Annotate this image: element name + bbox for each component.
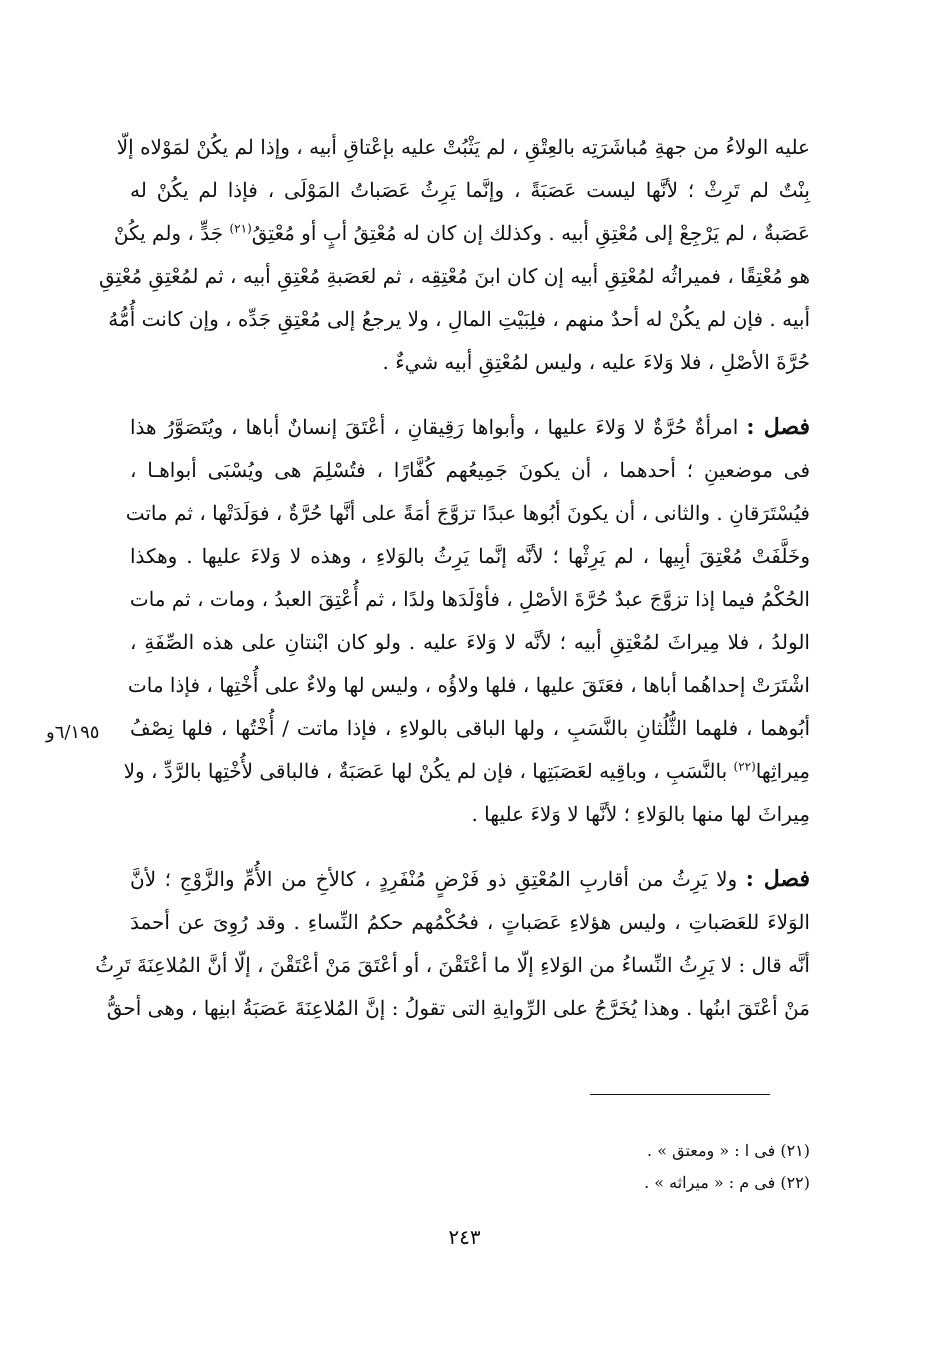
text-segment: عَصَبةٌ ، لم يَرْجِعْ إلى مُعْتِقِ أبيه . وكذلك إن كان له مُعْتِقُ أبٍ أو مُعْتِقُ [251,221,810,245]
text-line: الحُكْمُ فيما إذا تزوَّجَ عبدٌ حُرَّةَ الأصْلِ ، فأوْلَدَها ولدًا ، ثم أُعْتِقَ العبدُ ، ومات ، ثم مات [129,587,810,611]
text-line: أبُوهما ، فلهما الثُّلُثانِ بالنَّسَبِ ، ولها الباقى بالولاءِ ، فإذا ماتت / أُخْتُها ، فلها نِصْفُ [130,716,810,740]
text-segment: بالنَّسَبِ ، وباقِيه لعَصَبَتِها ، فإن لم يكُنْ لها عَصَبَةٌ ، فالباقى لأُخْتِها بالرَّدِّ ، ولا [123,759,734,783]
text-line: مِيراثَ لها منها بالوَلاءِ ؛ لأنَّها لا وَلاءَ عليها . [471,802,810,826]
footnotes [480,1135,810,1199]
text-line [123,750,810,793]
footnote-divider [590,1094,770,1095]
text-line [113,212,810,255]
text-line: وخَلَّفَتْ مُعْتِقَ أبِيها ، لم يَرِثْها ؛ لأنَّه إنَّما يَرِثُ بالوَلاءِ ، وهذه لا وَلاءَ عليها . وهكذا [130,544,810,568]
text-line: الولدُ ، فلا مِيراثَ لمُعْتِقِ أبيه ؛ لأنَّه لا وَلاءَ عليه . ولو كان ابْنتانِ على هذه الصِّفَةِ ، [130,630,810,654]
text-line: اشْتَرَتْ إحداهُما أباها ، فعَتَقَ عليها ، فلها ولاؤُه ، وليس لها ولاءٌ على أُخْتِها ، فإذا مات [127,673,810,697]
text-line: فيُسْتَرَقانِ . والثانى ، أن يكونَ أبُوها عبدًا تزوَّجَ أمَةً على أنَّها حُرَّةٌ ، فوَلَدَتْها ، ثم ماتت [125,501,810,525]
text-segment: امرأةٌ حُرَّةٌ لا وَلاءَ عليها ، وأبواها رَقِيقانِ ، أعْتَقَ إنسانٌ أباها ، ويُتَصَوَّرُ هذا [130,415,739,439]
section-lead: فصل : [745,866,811,892]
text-segment: مِيراثِها [755,759,810,783]
footnote-ref-21[interactable]: (٢١) [229,221,252,236]
paragraph-1 [98,126,810,384]
text-line: أنَّه قال : لا يَرِثُ النِّساءُ من الوَلاءِ إلّا ما أعْتَقْنَ ، أو أعْتَقَ مَنْ أعْتَقْنَ ، إلّا أنَّ المُلاعِنَةَ تَرِثُ [95,953,810,977]
text-segment: ولا يَرِثُ من أقاربِ المُعْتِقِ ذو فَرْضٍ مُنْفَرِدٍ ، كالأخِ من الأُمِّ والزَّوْجِ ؛ لأنَّ [130,867,738,891]
text-line: الوَلاءَ للعَصَباتِ ، وليس هؤلاءِ عَصَباتٍ ، فحُكْمُهم حكمُ النِّساءِ . وقد رُوِىَ عن أحمدَ [130,910,810,934]
margin-folio-note: ٦/١٩٥و [46,722,100,743]
text-line: مَنْ أعْتَقَ ابنُها . وهذا يُخَرَّجُ على الرِّوايةِ التى تقولُ : إنَّ المُلاعِنَةَ عَصَبَةُ ابنِها ، وهى أحقُّ [106,996,810,1020]
footnote-21: (٢١) فى ا : « ومعتق » . [647,1141,810,1160]
text-line: هو مُعْتِقًا ، فميراثُه لمُعْتِقِ أبيه إن كان ابنَ مُعْتِقِه ، ثم لعَصَبةِ مُعْتِقِ أبيه ، ثم لمُعْتِقِ مُعْتِقِ [98,264,810,288]
text-line: عليه الولاءُ من جهةِ مُباشَرَتِه بالعِتْقِ ، لم يَثْبُتْ عليه بإعْتاقِ أبيه ، وإذا لم يكُنْ لمَوْلاه إلّا [116,135,810,159]
text-line: بِنْتٌ لم تَرِثْ ؛ لأنَّها ليست عَصَبَةً ، وإنَّما يَرِثُ عَصَباتُ المَوْلَى ، فإذا لم يكُنْ له [130,178,810,202]
text-line: حُرَّةَ الأصْلِ ، فلا وَلاءَ عليه ، وليس لمُعْتِقِ أبيه شيءٌ . [382,350,810,374]
text-line: أبيه . فإن لم يكُنْ له أحدٌ منهم ، فلِبَيْتِ المالِ ، ولا يرجعُ إلى مُعْتِقِ جَدِّه ، وإن كانت أُمُّهُ [108,307,810,331]
section-lead: فصل : [746,414,810,440]
text-segment: جَدٍّ ، ولم يكُنْ [113,221,230,245]
page-number: ٢٤٣ [448,1225,481,1249]
text-line [130,858,810,901]
footnote-22: (٢٢) فى م : « ميراثه » . [644,1173,810,1192]
text-line: فى موضعينِ ؛ أحدهما ، أن يكونَ جَمِيعُهم كُفَّارًا ، فتُسْلِمَ هى ويُسْبَى أبواهـا ، [130,458,810,482]
footnote-ref-22[interactable]: (٢٢) [733,759,756,774]
paragraph-3 [95,858,811,1030]
paragraph-2 [123,406,810,836]
text-line [130,406,810,449]
